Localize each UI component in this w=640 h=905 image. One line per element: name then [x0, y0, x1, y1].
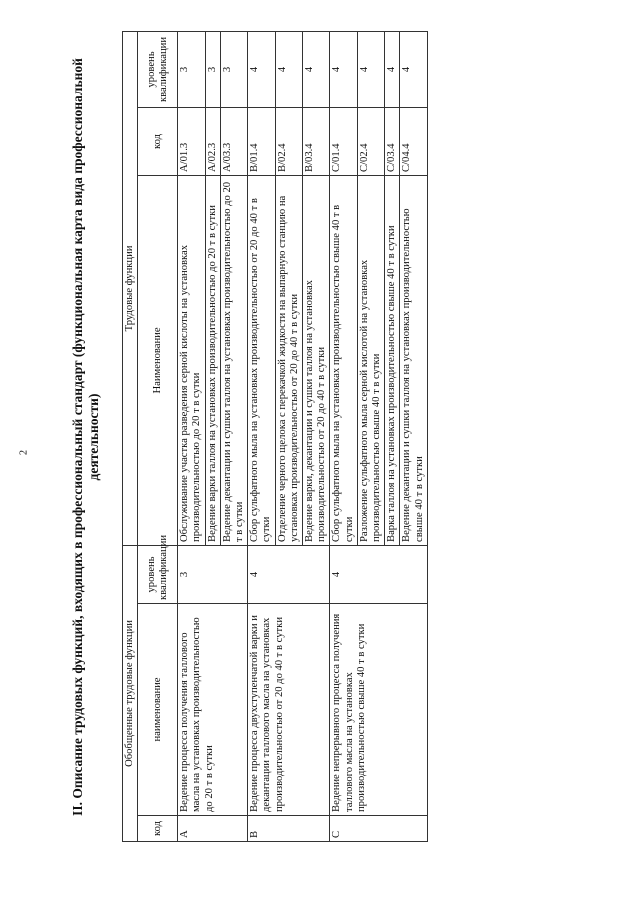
header-code: код [138, 816, 178, 842]
function-code: C/04.4 [400, 107, 427, 175]
function-name: Ведение варки таллоя на установках производительностью до 20 т в сутки [205, 175, 220, 545]
group-code: C [330, 816, 427, 842]
header-level-labor: уровень квалификации [138, 31, 178, 107]
function-name: Ведение декантации и сушки таллоя на установках производительностью до 20 т в сутки [220, 175, 247, 545]
function-level: 4 [330, 31, 357, 107]
header-level-generalized: уровень квалификации [138, 545, 178, 603]
group-name: Ведение процесса получения таллового масла на установках производительностью до 20 т в сутки [178, 604, 248, 816]
page-number: 2 [18, 450, 30, 455]
function-code: C/02.4 [357, 107, 384, 175]
function-code: C/01.4 [330, 107, 357, 175]
function-level: 4 [385, 31, 400, 107]
function-code: B/01.4 [248, 107, 275, 175]
function-name: Сбор сульфатного мыла на установках производительностью свыше 40 т в сутки [330, 175, 357, 545]
group-code: B [248, 816, 330, 842]
header-code-labor: код [138, 107, 178, 175]
function-name: Отделение черного щелока с перекачкой жидкости на выпарную станцию на установках производительностью от 20 до 40 т в сутки [275, 175, 302, 545]
function-level: 4 [275, 31, 302, 107]
function-level: 4 [303, 31, 330, 107]
function-level: 4 [248, 31, 275, 107]
function-level: 4 [400, 31, 427, 107]
group-name: Ведение непрерывного процесса получения таллового масла на установках производительностью свыше 40 т в сутки [330, 604, 427, 816]
section-title: II. Описание трудовых функций, входящих в профессиональный стандарт (функциональная карта вида профессиональной деятельности) [70, 58, 101, 816]
header-name-generalized: наименование [138, 604, 178, 816]
function-code: B/03.4 [303, 107, 330, 175]
function-level: 4 [357, 31, 384, 107]
header-labor-functions: Трудовые функции [123, 31, 138, 545]
table-row [178, 31, 205, 841]
function-level: 3 [178, 31, 205, 107]
function-code: C/03.4 [385, 107, 400, 175]
group-code: A [178, 816, 248, 842]
function-name: Ведение декантации и сушки таллоя на установках производительностью свыше 40 т в сутки [400, 175, 427, 545]
function-code: B/02.4 [275, 107, 302, 175]
header-name-labor: Наименование [138, 175, 178, 545]
function-level: 3 [205, 31, 220, 107]
function-level: 3 [220, 31, 247, 107]
rotated-page-content [70, 32, 570, 842]
functional-map-table [122, 31, 428, 842]
group-level: 3 [178, 545, 248, 603]
group-level: 4 [248, 545, 330, 603]
table-row [330, 31, 357, 841]
function-name: Варка таллоя на установках производительностью свыше 40 т в сутки [385, 175, 400, 545]
function-code: A/03.3 [220, 107, 247, 175]
function-name: Разложение сульфатного мыла серной кислотой на установках производительностью свыше 40 т в сутки [357, 175, 384, 545]
function-name: Сбор сульфатного мыла на установках производительностью от 20 до 40 т в сутки [248, 175, 275, 545]
table-row [248, 31, 275, 841]
header-generalized-functions: Обобщенные трудовые функции [123, 545, 138, 841]
group-level: 4 [330, 545, 427, 603]
function-name: Ведение варки, декантации и сушки таллоя на установках производительностью от 20 до 40 т в сутки [303, 175, 330, 545]
group-name: Ведение процесса двухступенчатой варки и декантации таллового масла на установках производительностью от 20 до 40 т в сутки [248, 604, 330, 816]
function-code: A/02.3 [205, 107, 220, 175]
function-name: Обслуживание участка разведения серной кислоты на установках производительностью до 20 т в сутки [178, 175, 205, 545]
function-code: A/01.3 [178, 107, 205, 175]
